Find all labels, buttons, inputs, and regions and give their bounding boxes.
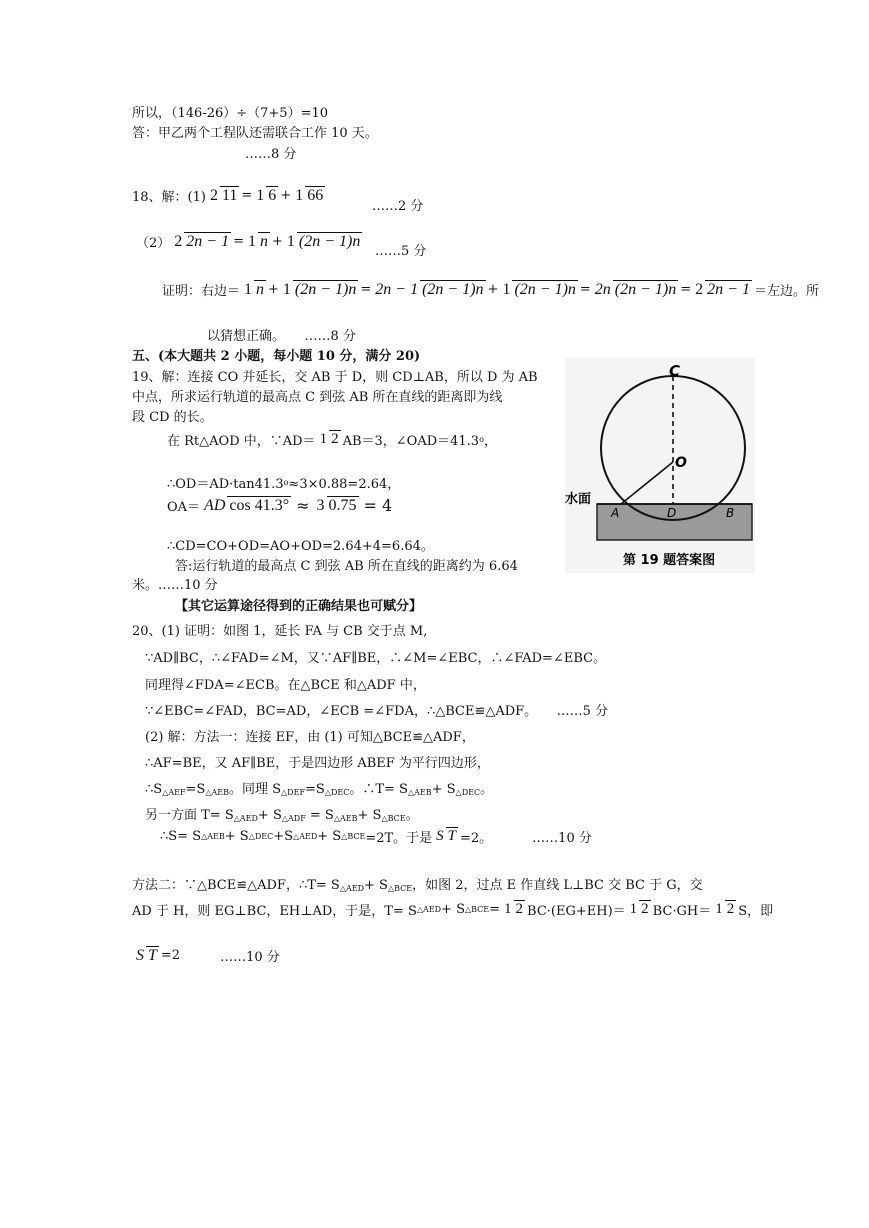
q18-frac-2: 1 6 xyxy=(256,187,277,204)
q19-line-4: 在 Rt△AOD 中，∵AD＝ 1 2 AB＝3，∠OAD＝41.3 o ， xyxy=(167,431,497,449)
q20-frac-s-t: S T xyxy=(436,828,456,844)
q20-line-4: ∵∠EBC=∠FAD，BC=AD，∠ECB =∠FDA，∴△BCE≌△ADF。 ……5 分 xyxy=(145,704,609,719)
q19-line-2: 中点，所求运行轨道的最高点 C 到弦 AB 所在直线的距离即为线 xyxy=(132,390,503,405)
q20-frac-s-t-2: S T xyxy=(136,947,157,964)
q18-frac-g2: 1 n xyxy=(247,233,268,250)
q18-frac-3: 1 66 xyxy=(295,187,324,204)
q20-line-7: $\therefore S_{\triangle AEF}=S_{\triangle AEB}$。同理 $S_{\triangle DEF}=S_{\triangle DEC}$。∴T= $S_{\triangle AEB}+ S_{\triangle DEC}$。 xyxy=(145,782,494,797)
q19-frac-half: 1 2 xyxy=(319,431,339,447)
q19-line-5: ∴OD＝AD·tan41.3 o ≈3×0.88=2.64， xyxy=(167,477,401,492)
q20-score-10: ……10 分 xyxy=(532,831,592,846)
q19-frac-oa: AD cos 41.3° xyxy=(204,497,290,514)
q18-frac-1: 2 11 xyxy=(209,187,238,204)
q19-line-9: 米。……10 分 xyxy=(132,578,218,593)
q18-part2: （2） 2 2n − 1 = 1 n + 1 (2n − 1)n xyxy=(136,233,361,251)
q20-frac-half-1: 1 2 xyxy=(504,901,524,917)
q20-line-5: (2) 解：方法一：连接 EF，由 (1) 可知△BCE≌△ADF， xyxy=(145,730,475,745)
q18-frac-h5: 2n (2n − 1)n xyxy=(594,281,677,298)
water-label: 水面 xyxy=(565,492,592,507)
q18-proof: 证明：右边＝ 1 n + 1 (2n − 1)n = 2n − 1 (2n − 1)n + 1 (2n − 1)n = 2n (2n − 1)n = 2 2n − 1 ＝左边。所 xyxy=(162,281,819,299)
q20-frac-half-2: 1 2 xyxy=(629,901,649,917)
q18-frac-g1: 2 2n − 1 xyxy=(174,233,230,250)
q20-line-2: ∵AD∥BC，∴∠FAD=∠M，又∵AF∥BE，∴∠M=∠EBC，∴∠FAD=∠EBC。 xyxy=(145,651,607,666)
q19-note: 【其它运算途径得到的正确结果也可赋分】 xyxy=(175,599,423,614)
q18-frac-h1: 1 n xyxy=(244,281,265,298)
q19-figure xyxy=(565,358,755,573)
label-a: A xyxy=(611,506,620,520)
top-score: ……8 分 xyxy=(245,147,297,162)
section-5-title: 五、(本大题共 2 小题，每小题 10 分，满分 20) xyxy=(132,349,421,364)
label-b: B xyxy=(726,506,735,520)
q18-score-2: ……5 分 xyxy=(375,244,427,259)
q20-method2-line-1: 方法二：∵△BCE≌△ADF，∴T= $S_{\triangle AED}+ S_{\triangle BCE}$，如图 2，过点 E 作直线 L⊥BC 交 BC 于 G，交 xyxy=(132,878,703,893)
label-o: O xyxy=(675,455,687,471)
label-c: C xyxy=(669,362,681,380)
label-d: D xyxy=(667,506,677,520)
q19-line-3: 段 CD 的长。 xyxy=(132,410,213,425)
q18-proof-label: 证明：右边＝ xyxy=(162,284,241,299)
q20-line-1: 20、(1) 证明：如图 1，延长 FA 与 CB 交于点 M, xyxy=(132,624,428,639)
q18-score-1: ……2 分 xyxy=(372,199,424,214)
q20-method2-line-3: S T =2 ……10 分 xyxy=(136,947,280,965)
q19-line-6: OA＝ AD cos 41.3° ≈ 3 0.75 = 4 xyxy=(167,496,393,515)
q20-line-9: ∴S= S △AEB + S △DEC +S △AED + S △BCE =2T。于是 S T =2。 ……10 分 xyxy=(160,828,592,846)
q20-frac-half-3: 1 2 xyxy=(715,901,735,917)
q20-line-8: 另一方面 $T= S_{\triangle AED}+ S_{\triangle ADF} = S_{\triangle AEB}+ S_{\triangle BCE}$。 xyxy=(145,808,419,823)
q18-part1: 18、解：(1) 2 11 = 1 6 + 1 66 xyxy=(132,187,324,205)
q18-frac-h2: 1 (2n − 1)n xyxy=(282,281,357,298)
q18-frac-h4: 1 (2n − 1)n xyxy=(502,281,576,298)
q19-line-1: 19、解：连接 CO 并延长，交 AB 于 D，则 CD⊥AB，所以 D 为 AB xyxy=(132,370,538,385)
q18-frac-h3: 2n − 1 (2n − 1)n xyxy=(375,281,484,298)
q20-method2-line-2: AD 于 H，则 EG⊥BC，EH⊥AD，于是，T= S △AED + S △BCE = 1 2 BC·(EG+EH)＝ 1 2 BC·GH＝ 1 2 S，即 xyxy=(132,901,774,919)
q19-frac-val: 3 0.75 xyxy=(316,497,357,514)
top-line-2: 答：甲乙两个工程队还需联合工作 10 天。 xyxy=(132,126,378,141)
q19-line-7: ∴CD=CO+OD=AO+OD=2.64+4=6.64。 xyxy=(167,539,434,554)
q18-frac-g3: 1 (2n − 1)n xyxy=(286,233,361,250)
q18-proof-end: ＝左边。所 xyxy=(753,284,819,299)
q20-line-3: 同理得∠FDA=∠ECB。在△BCE 和△ADF 中， xyxy=(145,678,426,693)
q20-line-6: ∴AF=BE，又 AF∥BE，于是四边形 ABEF 为平行四边形， xyxy=(145,756,490,771)
q18-label-2: （2） xyxy=(136,236,171,251)
q20-method2-score: ……10 分 xyxy=(220,950,280,965)
q19-line-8: 答:运行轨道的最高点 C 到弦 AB 所在直线的距离约为 6.64 xyxy=(175,559,518,574)
figure-caption: 第 19 题答案图 xyxy=(623,553,716,568)
top-line-1: 所以，（146-26）÷（7+5）=10 xyxy=(132,106,329,121)
q18-frac-h6: 2 2n − 1 xyxy=(695,281,750,298)
q18-label: 18、解：(1) xyxy=(132,190,206,205)
q18-proof-line-2: 以猜想正确。 ……8 分 xyxy=(207,329,356,344)
q19-figure-svg xyxy=(565,358,755,573)
